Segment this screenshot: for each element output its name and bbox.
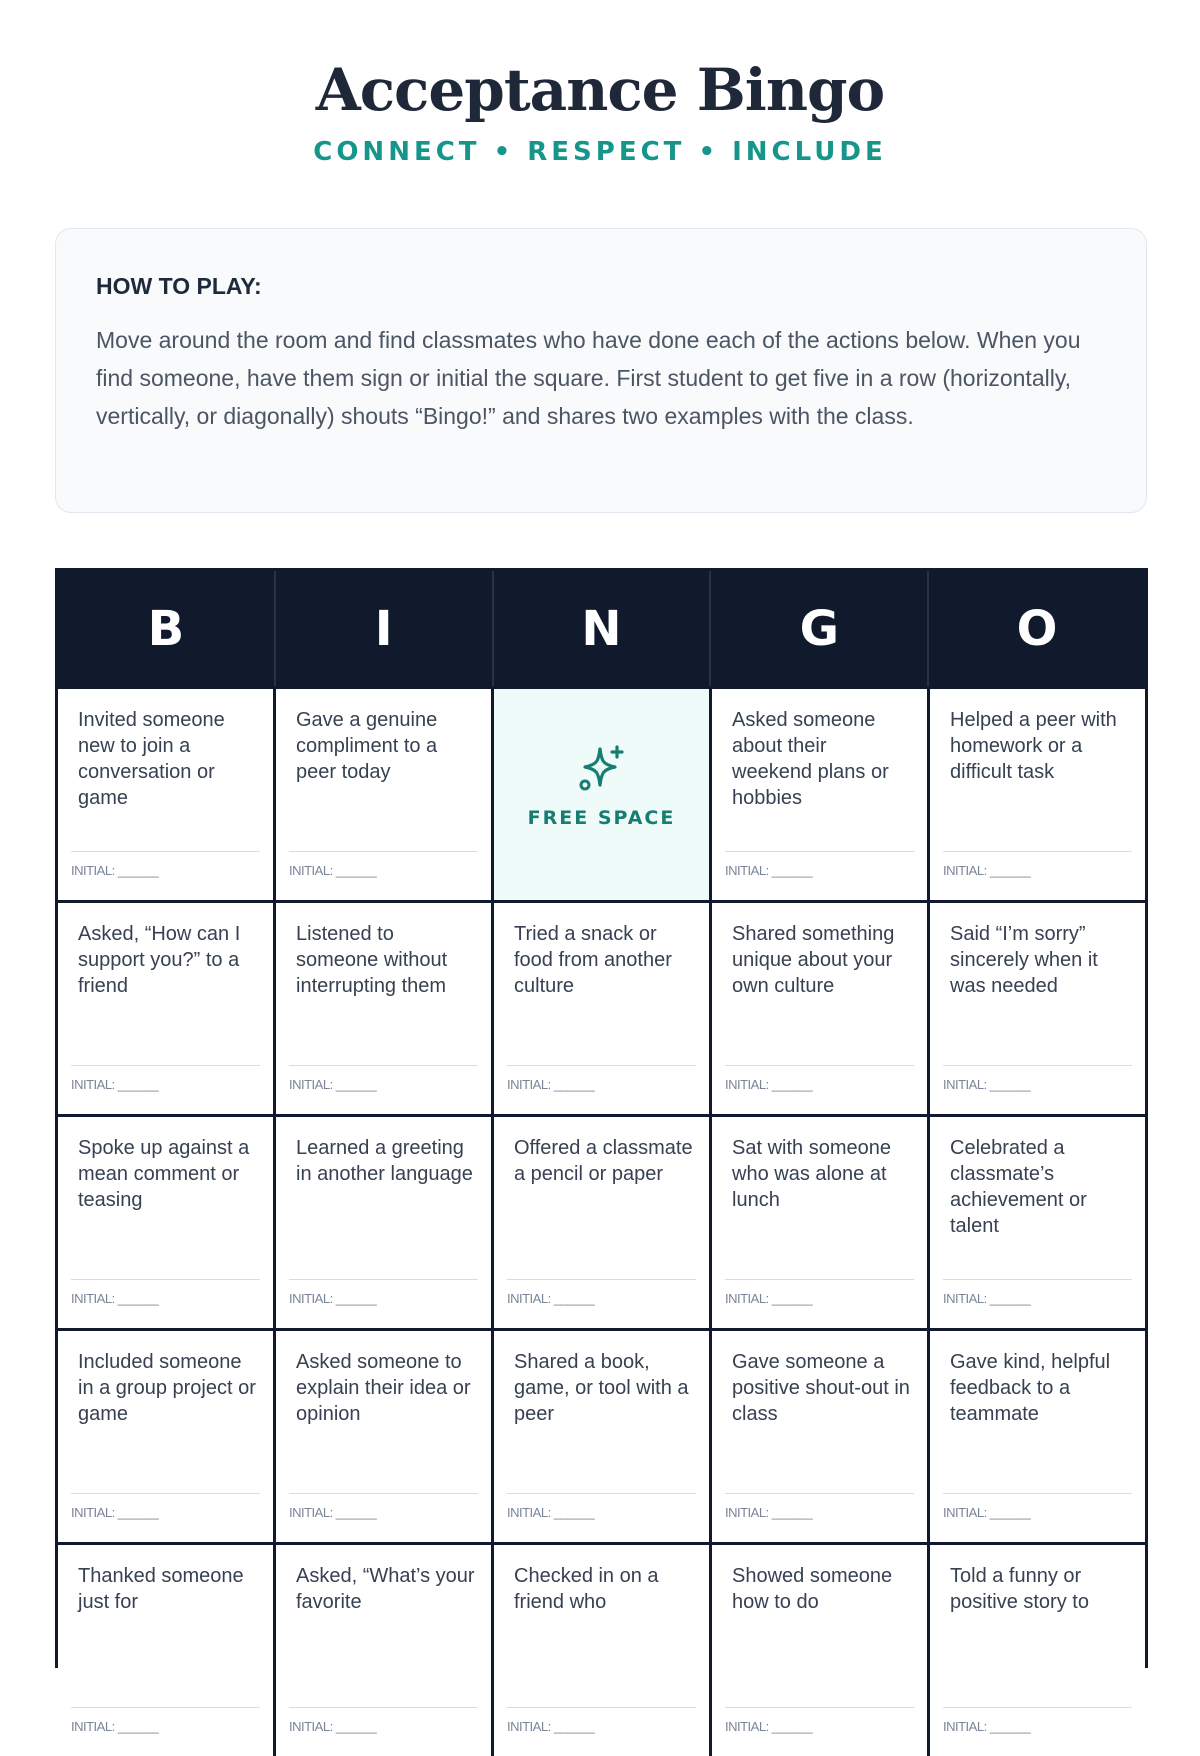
square-divider bbox=[725, 1707, 914, 1708]
initial-field[interactable]: INITIAL: ______ bbox=[289, 1505, 377, 1520]
initial-field[interactable]: INITIAL: ______ bbox=[289, 1719, 377, 1734]
bingo-letter: B bbox=[147, 600, 185, 657]
bingo-letter-cell bbox=[494, 571, 712, 686]
bingo-square[interactable] bbox=[276, 1117, 491, 1328]
initial-field[interactable]: INITIAL: ______ bbox=[507, 1505, 595, 1520]
square-divider bbox=[71, 1065, 260, 1066]
bingo-square[interactable] bbox=[494, 903, 709, 1114]
initial-field[interactable]: INITIAL: ______ bbox=[507, 1291, 595, 1306]
initial-field[interactable]: INITIAL: ______ bbox=[943, 1077, 1031, 1092]
bingo-letter: N bbox=[581, 600, 622, 657]
square-divider bbox=[289, 1493, 478, 1494]
initial-field[interactable]: INITIAL: ______ bbox=[725, 1505, 813, 1520]
bingo-letter: I bbox=[374, 600, 393, 657]
square-divider bbox=[943, 1279, 1132, 1280]
bingo-square-text: Asked, “How can I support you?” to a friend bbox=[78, 923, 241, 997]
bingo-square-text: Asked someone to explain their idea or opinion bbox=[296, 1351, 471, 1425]
square-divider bbox=[507, 1707, 696, 1708]
bingo-square-text: Thanked someone just for bbox=[78, 1565, 244, 1613]
how-to-play-box bbox=[55, 228, 1147, 513]
square-divider bbox=[289, 1279, 478, 1280]
initial-field[interactable]: INITIAL: ______ bbox=[289, 1077, 377, 1092]
bingo-letter: G bbox=[799, 600, 839, 657]
bingo-square[interactable] bbox=[58, 1117, 273, 1328]
bingo-square[interactable] bbox=[276, 1331, 491, 1542]
square-divider bbox=[943, 851, 1132, 852]
bingo-square[interactable] bbox=[58, 903, 273, 1114]
square-divider bbox=[725, 1065, 914, 1066]
initial-field[interactable]: INITIAL: ______ bbox=[725, 1077, 813, 1092]
bingo-square-text: Asked, “What’s your favorite bbox=[296, 1565, 475, 1613]
bingo-square[interactable] bbox=[712, 1331, 927, 1542]
bingo-square[interactable] bbox=[712, 1545, 927, 1756]
bingo-square[interactable] bbox=[58, 1331, 273, 1542]
initial-field[interactable]: INITIAL: ______ bbox=[507, 1077, 595, 1092]
square-divider bbox=[289, 851, 478, 852]
bingo-square[interactable] bbox=[494, 1117, 709, 1328]
bingo-square-text: Tried a snack or food from another culture bbox=[514, 923, 672, 997]
bingo-letter-cell bbox=[276, 571, 494, 686]
square-divider bbox=[289, 1707, 478, 1708]
bingo-square[interactable] bbox=[58, 689, 273, 900]
initial-field[interactable]: INITIAL: ______ bbox=[725, 1719, 813, 1734]
bingo-square-text: Asked someone about their weekend plans or hobbies bbox=[732, 709, 889, 809]
free-space-cell[interactable] bbox=[494, 689, 709, 900]
bingo-square-text: Celebrated a classmate’s achievement or talent bbox=[950, 1137, 1087, 1237]
bingo-square-text: Gave kind, helpful feedback to a teammate bbox=[950, 1351, 1111, 1425]
initial-field[interactable]: INITIAL: ______ bbox=[71, 1291, 159, 1306]
initial-field[interactable]: INITIAL: ______ bbox=[289, 1291, 377, 1306]
square-divider bbox=[507, 1065, 696, 1066]
bingo-square[interactable] bbox=[494, 1545, 709, 1756]
bingo-square-text: Included someone in a group project or game bbox=[78, 1351, 256, 1425]
square-divider bbox=[725, 1279, 914, 1280]
bingo-square-text: Listened to someone without interrupting them bbox=[296, 923, 448, 997]
bingo-square-text: Shared something unique about your own culture bbox=[732, 923, 895, 997]
bingo-square[interactable] bbox=[276, 1545, 491, 1756]
bingo-square[interactable] bbox=[276, 689, 491, 900]
how-to-play-instructions: Move around the room and find classmates who have done each of the actions below. When you find someone, have them sign or initial the square. First student to get five in a row (horizontally, vertically, or diagonally) shouts “Bingo!” and shares two examples with the class. bbox=[96, 327, 1081, 429]
initial-field[interactable]: INITIAL: ______ bbox=[943, 1505, 1031, 1520]
bingo-square[interactable] bbox=[712, 689, 927, 900]
bingo-square[interactable] bbox=[930, 1117, 1145, 1328]
square-divider bbox=[71, 851, 260, 852]
bingo-square[interactable] bbox=[930, 1545, 1145, 1756]
bingo-square-text: Told a funny or positive story to bbox=[950, 1565, 1089, 1613]
square-divider bbox=[289, 1065, 478, 1066]
square-divider bbox=[943, 1493, 1132, 1494]
bingo-square-text: Offered a classmate a pencil or paper bbox=[514, 1137, 693, 1185]
bingo-letter-cell bbox=[711, 571, 929, 686]
initial-field[interactable]: INITIAL: ______ bbox=[71, 863, 159, 878]
bingo-square[interactable] bbox=[712, 1117, 927, 1328]
free-space-label: FREE SPACE bbox=[527, 806, 676, 829]
bingo-square[interactable] bbox=[58, 1545, 273, 1756]
bingo-square-text: Gave a genuine compliment to a peer today bbox=[296, 709, 438, 783]
square-divider bbox=[943, 1707, 1132, 1708]
initial-field[interactable]: INITIAL: ______ bbox=[943, 863, 1031, 878]
bingo-grid bbox=[58, 689, 1145, 1756]
square-divider bbox=[725, 851, 914, 852]
bingo-square-text: Checked in on a friend who bbox=[514, 1565, 659, 1613]
initial-field[interactable]: INITIAL: ______ bbox=[71, 1077, 159, 1092]
bingo-square-text: Gave someone a positive shout-out in class bbox=[732, 1351, 910, 1425]
bingo-square-text: Invited someone new to join a conversation or game bbox=[78, 709, 225, 809]
initial-field[interactable]: INITIAL: ______ bbox=[725, 1291, 813, 1306]
initial-field[interactable]: INITIAL: ______ bbox=[71, 1719, 159, 1734]
bingo-square-text: Sat with someone who was alone at lunch bbox=[732, 1137, 891, 1211]
bingo-letter-cell bbox=[58, 571, 276, 686]
initial-field[interactable]: INITIAL: ______ bbox=[943, 1291, 1031, 1306]
bingo-header-row bbox=[58, 571, 1145, 686]
bingo-letter-cell bbox=[929, 571, 1145, 686]
initial-field[interactable]: INITIAL: ______ bbox=[943, 1719, 1031, 1734]
initial-field[interactable]: INITIAL: ______ bbox=[71, 1505, 159, 1520]
bingo-square[interactable] bbox=[276, 903, 491, 1114]
initial-field[interactable]: INITIAL: ______ bbox=[725, 863, 813, 878]
page-title: Acceptance Bingo bbox=[315, 56, 885, 124]
bingo-square-text: Learned a greeting in another language bbox=[296, 1137, 473, 1185]
square-divider bbox=[507, 1279, 696, 1280]
page-subtitle: CONNECT • RESPECT • INCLUDE bbox=[313, 137, 887, 167]
sparkles-icon bbox=[574, 741, 630, 797]
bingo-square-text: Showed someone how to do bbox=[732, 1565, 893, 1613]
square-divider bbox=[71, 1707, 260, 1708]
initial-field[interactable]: INITIAL: ______ bbox=[289, 863, 377, 878]
initial-field[interactable]: INITIAL: ______ bbox=[507, 1719, 595, 1734]
square-divider bbox=[725, 1493, 914, 1494]
bingo-square-text: Spoke up against a mean comment or teasing bbox=[78, 1137, 250, 1211]
bingo-letter: O bbox=[1016, 600, 1058, 657]
bingo-square-text: Shared a book, game, or tool with a peer bbox=[514, 1351, 689, 1425]
bingo-square[interactable] bbox=[930, 689, 1145, 900]
bingo-square-text: Said “I’m sorry” sincerely when it was needed bbox=[950, 923, 1098, 997]
bingo-square[interactable] bbox=[712, 903, 927, 1114]
square-divider bbox=[71, 1493, 260, 1494]
how-to-play-title: HOW TO PLAY: bbox=[96, 273, 262, 299]
square-divider bbox=[943, 1065, 1132, 1066]
bingo-square[interactable] bbox=[494, 1331, 709, 1542]
square-divider bbox=[507, 1493, 696, 1494]
bingo-square-text: Helped a peer with homework or a difficult task bbox=[950, 709, 1117, 783]
bingo-card bbox=[55, 568, 1148, 1734]
bingo-square[interactable] bbox=[930, 1331, 1145, 1542]
square-divider bbox=[71, 1279, 260, 1280]
bingo-square[interactable] bbox=[930, 903, 1145, 1114]
